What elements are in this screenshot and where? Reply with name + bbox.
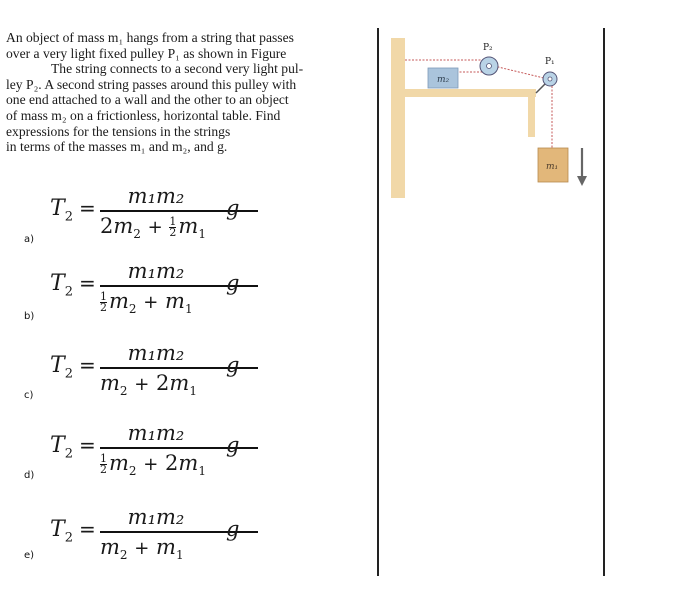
formula-denominator: $m_2 + m_1$ [100,535,184,563]
option-formula [50,259,250,323]
problem-line: ley P₂. A second string passes around this pulley with [6,76,297,92]
block-m1-label: m₁ [546,162,559,172]
option-formula [50,184,250,248]
equals-sign: = [79,433,96,457]
problem-line: in terms of the masses m₁ and m₂, and g. [6,139,228,155]
option-letter[interactable]: e) [24,550,35,561]
wall [391,38,405,198]
half-numerator: 1 [100,290,107,303]
option-formula [50,505,250,569]
tension-symbol: $T_2$ [50,433,73,462]
gravity-symbol: g [226,196,240,220]
problem-line: over a very light fixed pulley P₁ as shown in Figure [6,45,287,61]
problem-line: The string connects to a second very light pul- [51,61,304,77]
string-p2-to-p1 [494,66,548,79]
problem-line: An object of mass m₁ hangs from a string that passes [6,30,294,45]
option-formula [50,341,250,405]
problem-line: of mass m₂ on a frictionless, horizontal table. Find [6,107,281,123]
option-letter[interactable]: b) [24,311,35,322]
table-top [405,89,536,97]
formula-denominator: $\frac{1}{2}$ $m_2 + m_1$ [100,289,193,317]
pulley-p1-bracket [536,83,546,93]
gravity-symbol: g [226,353,240,377]
one-half-fraction [100,454,107,475]
option-letter[interactable]: a) [24,234,35,245]
half-numerator: 1 [169,215,177,228]
equals-sign: = [79,196,96,220]
formula-denominator: $2m_2$ + $\frac{1}{2}$ $m_1$ [100,214,206,242]
half-denominator: 2 [100,301,107,314]
half-numerator: 1 [100,452,107,465]
gravity-symbol: g [226,433,240,457]
tension-symbol: $T_2$ [50,271,73,300]
equals-sign: = [79,353,96,377]
option-formula [50,421,250,485]
problem-line: expressions for the tensions in the strings [6,123,231,139]
option-letter[interactable]: d) [24,470,35,481]
equals-sign: = [79,517,96,541]
arrow-head-icon [577,176,587,186]
one-half-fraction [100,292,107,313]
equals-sign: = [79,271,96,295]
pulley-figure [388,30,598,200]
option-letter[interactable]: c) [24,390,34,401]
tension-symbol: $T_2$ [50,353,73,382]
formula-numerator: m₁m₂ [127,259,185,283]
problem-line: one end attached to a wall and the other to an object [6,92,289,108]
formula-denominator: $\frac{1}{2}$ $m_2 + 2m_1$ [100,451,206,479]
half-denominator: 2 [100,463,107,476]
formula-numerator: m₁m₂ [127,341,185,365]
half-denominator: 2 [169,226,177,239]
formula-denominator: $m_2 + 2m_1$ [100,371,197,399]
tension-symbol: $T_2$ [50,517,73,546]
divider-right [603,28,605,576]
divider-left [377,28,379,576]
pulley-p2-label: P₂ [483,43,493,53]
table-leg [528,97,535,137]
one-half-fraction [169,217,176,238]
block-m2-label: m₂ [437,75,450,85]
formula-numerator: m₁m₂ [127,184,185,208]
gravity-symbol: g [226,271,240,295]
formula-numerator: m₁m₂ [127,505,185,529]
gravity-symbol: g [226,517,240,541]
formula-numerator: m₁m₂ [127,421,185,445]
pulley-p1-label: P₁ [545,57,555,67]
problem-statement [6,30,368,155]
tension-symbol: $T_2$ [50,196,73,225]
